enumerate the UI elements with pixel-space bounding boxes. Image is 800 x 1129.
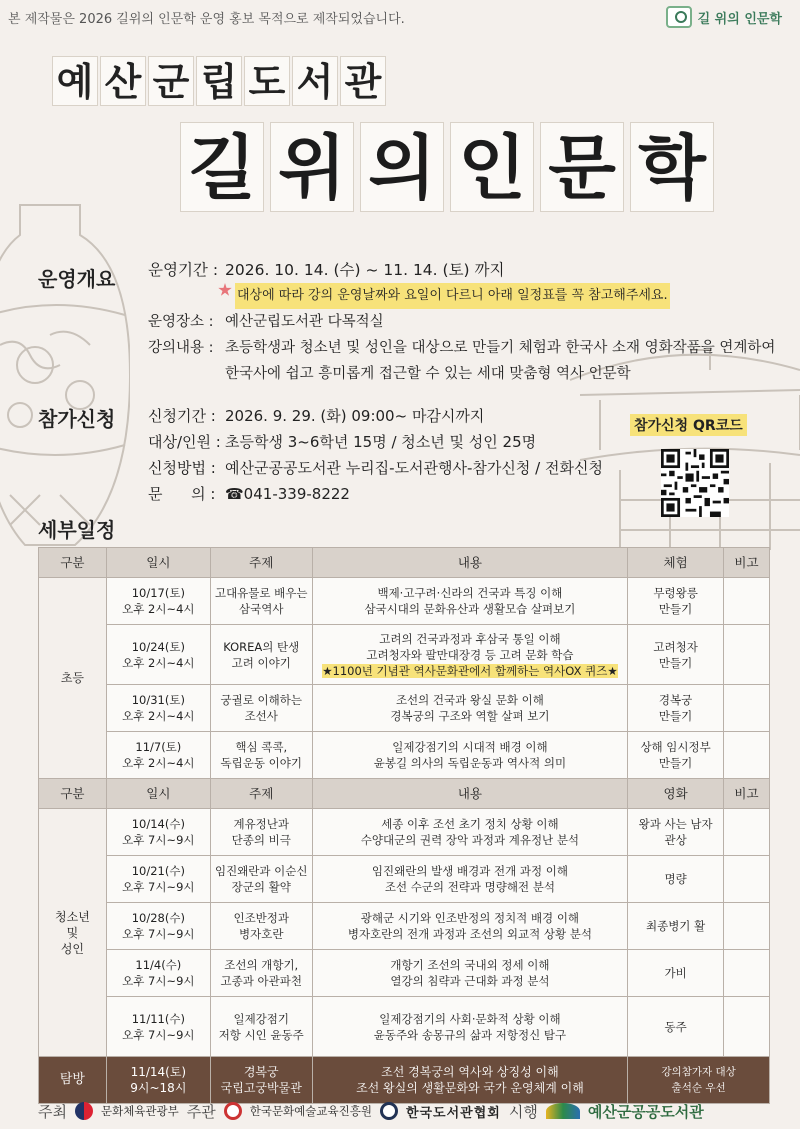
title-char: 의 xyxy=(360,122,444,212)
date-cell: 10/14(수) 오후 7시~9시 xyxy=(106,809,210,856)
topic-cell: 고대유물로 배우는 삼국역사 xyxy=(210,578,312,625)
kla-logo-icon xyxy=(380,1102,398,1120)
notice-text: 본 제작물은 2026 길위의 인문학 운영 홍보 목적으로 제작되었습니다. xyxy=(8,12,405,27)
host-label: 주최 xyxy=(38,1102,67,1121)
schedule-table xyxy=(38,547,770,1104)
activity-cell: 무령왕릉 만들기 xyxy=(628,578,724,625)
table-row xyxy=(39,950,770,997)
content-value: 한국사에 쉽고 흥미롭게 접근할 수 있는 세대 맞춤형 역사 인문학 xyxy=(225,366,631,382)
topic-cell: KOREA의 탄생 고려 이야기 xyxy=(210,625,312,685)
apply-method: 예산군공공도서관 누리집-도서관행사-참가신청 / 전화신청 xyxy=(225,459,603,477)
table-row xyxy=(39,578,770,625)
col-header: 구분 xyxy=(39,548,107,578)
contact-phone[interactable]: ☎041-339-8222 xyxy=(225,485,350,503)
topic-cell: 경복궁 국립고궁박물관 xyxy=(210,1057,312,1104)
content-cell: 조선의 건국과 왕실 문화 이해 경복궁의 구조와 역할 살펴 보기 xyxy=(312,685,627,732)
movie-cell: 왕과 사는 남자 관상 xyxy=(628,809,724,856)
table-header-row xyxy=(39,548,770,578)
col-header: 비고 xyxy=(724,548,770,578)
topic-cell: 임진왜란과 이순신 장군의 활약 xyxy=(210,856,312,903)
apply-heading: 참가신청 xyxy=(38,407,116,431)
label: 대상/인원 : xyxy=(148,433,221,451)
note-cell xyxy=(724,732,770,779)
group-label: 초등 xyxy=(39,578,107,779)
title-char: 길 xyxy=(180,122,264,212)
activity-cell: 경복궁 만들기 xyxy=(628,685,724,732)
date-cell: 10/17(토) 오후 2시~4시 xyxy=(106,578,210,625)
title-char: 산 xyxy=(100,56,146,106)
note-cell xyxy=(724,809,770,856)
title-library xyxy=(52,56,386,106)
date-cell: 10/21(수) 오후 7시~9시 xyxy=(106,856,210,903)
content-cell: 고려의 건국과정과 후삼국 통일 이해 고려청자와 팔만대장경 등 고려 문화 학습 ★1100년 기념관 역사문화관에서 함께하는 역사OX 퀴즈★ xyxy=(312,625,627,685)
label: 강의내용 : xyxy=(148,340,214,356)
topic-cell: 인조반정과 병자호란 xyxy=(210,903,312,950)
topic-cell: 궁궐로 이해하는 조선사 xyxy=(210,685,312,732)
content-cell: 조선 경복궁의 역사와 상징성 이해 조선 왕실의 생활문화와 국가 운영체계 이해 xyxy=(312,1057,627,1104)
note-cell xyxy=(724,685,770,732)
group-label: 탐방 xyxy=(39,1057,107,1104)
date-cell: 11/11(수) 오후 7시~9시 xyxy=(106,997,210,1057)
apply-info xyxy=(148,403,603,507)
col-header: 영화 xyxy=(628,779,724,809)
movie-cell: 명량 xyxy=(628,856,724,903)
col-header: 체험 xyxy=(628,548,724,578)
title-char: 서 xyxy=(292,56,338,106)
execute-org: 예산군공공도서관 xyxy=(587,1102,704,1121)
date-cell: 11/4(수) 오후 7시~9시 xyxy=(106,950,210,997)
content-cell: 개항기 조선의 국내외 정세 이해 열강의 침략과 근대화 과정 분석 xyxy=(312,950,627,997)
col-header: 구분 xyxy=(39,779,107,809)
content-cell: 백제·고구려·신라의 건국과 특징 이해 삼국시대의 문화유산과 생활모습 살펴보기 xyxy=(312,578,627,625)
book-icon xyxy=(666,6,692,28)
label: 신청방법 : xyxy=(148,459,216,477)
note-cell xyxy=(724,578,770,625)
title-char: 관 xyxy=(340,56,386,106)
col-header: 일시 xyxy=(106,548,210,578)
topic-cell: 조선의 개항기, 고종과 아관파천 xyxy=(210,950,312,997)
star-icon xyxy=(218,283,232,297)
period-note: 대상에 따라 강의 운영날짜와 요일이 다르니 아래 일정표를 꼭 참고해주세요. xyxy=(235,283,670,309)
content-cell: 세종 이후 조선 초기 정치 상황 이해 수양대군의 권력 장악 과정과 계유정난 분석 xyxy=(312,809,627,856)
table-row xyxy=(39,732,770,779)
organize-org-2: 한국도서관협회 xyxy=(405,1105,501,1121)
table-row xyxy=(39,809,770,856)
topic-cell: 핵심 콕콕, 독립운동 이야기 xyxy=(210,732,312,779)
date-cell: 10/31(토) 오후 2시~4시 xyxy=(106,685,210,732)
date-cell: 10/28(수) 오후 7시~9시 xyxy=(106,903,210,950)
title-char: 학 xyxy=(630,122,714,212)
period-value: 2026. 10. 14. (수) ~ 11. 14. (토) 까지 xyxy=(225,261,505,279)
date-cell: 10/24(토) 오후 2시~4시 xyxy=(106,625,210,685)
organize-label: 주관 xyxy=(186,1102,216,1121)
vase-illustration xyxy=(0,195,130,555)
place-value: 예산군립도서관 다목적실 xyxy=(225,314,384,330)
content-cell: 임진왜란의 발생 배경과 전개 과정 이해 조선 수군의 전략과 명량해전 분석 xyxy=(312,856,627,903)
brand-name: 길 위의 인문학 xyxy=(697,11,782,27)
col-header: 주제 xyxy=(210,779,312,809)
label: 신청기간 : xyxy=(148,407,216,425)
title-char: 인 xyxy=(450,122,534,212)
brand-logo xyxy=(666,6,782,28)
arte-logo-icon xyxy=(224,1102,242,1120)
schedule-heading: 세부일정 xyxy=(38,518,116,542)
note-cell: 강의참가자 대상 출석순 우선 xyxy=(628,1057,770,1104)
content-cell: 일제강점기의 사회·문화적 상황 이해 윤동주와 송몽규의 삶과 저항정신 탐구 xyxy=(312,997,627,1057)
movie-cell: 가비 xyxy=(628,950,724,997)
col-header: 일시 xyxy=(106,779,210,809)
group-label: 청소년 및 성인 xyxy=(39,809,107,1057)
title-char: 위 xyxy=(270,122,354,212)
highlight-note: ★1100년 기념관 역사문화관에서 함께하는 역사OX 퀴즈★ xyxy=(322,663,618,678)
col-header: 주제 xyxy=(210,548,312,578)
movie-cell: 동주 xyxy=(628,997,724,1057)
apply-period: 2026. 9. 29. (화) 09:00~ 마감시까지 xyxy=(225,407,485,425)
title-char: 립 xyxy=(196,56,242,106)
title-program xyxy=(180,122,714,212)
content-value: 초등학생과 청소년 및 성인을 대상으로 만들기 체험과 한국사 소재 영화작품을 연계하여 xyxy=(225,340,776,356)
date-cell: 11/14(토) 9시~18시 xyxy=(106,1057,210,1104)
title-char: 군 xyxy=(148,56,194,106)
note-cell xyxy=(724,997,770,1057)
table-header-row xyxy=(39,779,770,809)
note-cell xyxy=(724,903,770,950)
table-row xyxy=(39,903,770,950)
table-row xyxy=(39,997,770,1057)
apply-target: 초등학생 3~6학년 15명 / 청소년 및 성인 25명 xyxy=(225,433,537,451)
title-char: 도 xyxy=(244,56,290,106)
content-cell: 일제강점기의 시대적 배경 이해 윤봉길 의사의 독립운동과 역사적 의미 xyxy=(312,732,627,779)
content-cell: 광해군 시기와 인조반정의 정치적 배경 이해 병자호란의 전개 과정과 조선의 외교적 상황 분석 xyxy=(312,903,627,950)
host-org: 문화체육관광부 xyxy=(100,1104,179,1118)
overview-info xyxy=(148,257,775,387)
table-row xyxy=(39,685,770,732)
organize-org-1: 한국문화예술교육진흥원 xyxy=(249,1104,372,1118)
taegeuk-icon xyxy=(75,1102,93,1120)
col-header: 비고 xyxy=(724,779,770,809)
label: 운영기간 : xyxy=(148,261,219,279)
yesan-logo-icon xyxy=(546,1103,580,1119)
execute-label: 시행 xyxy=(508,1102,538,1121)
table-row xyxy=(39,856,770,903)
topic-cell: 일제강점기 저항 시인 윤동주 xyxy=(210,997,312,1057)
topic-cell: 계유정난과 단종의 비극 xyxy=(210,809,312,856)
note-cell xyxy=(724,856,770,903)
qr-code-icon[interactable] xyxy=(661,449,729,517)
overview-heading: 운영개요 xyxy=(38,267,116,291)
qr-label: 참가신청 QR코드 xyxy=(630,414,747,436)
title-char: 예 xyxy=(52,56,98,106)
table-row xyxy=(39,625,770,685)
note-cell xyxy=(724,625,770,685)
footer xyxy=(0,1093,800,1129)
note-cell xyxy=(724,950,770,997)
col-header: 내용 xyxy=(312,779,627,809)
activity-cell: 상해 임시정부 만들기 xyxy=(628,732,724,779)
movie-cell: 최종병기 활 xyxy=(628,903,724,950)
label: 운영장소 : xyxy=(148,314,214,330)
col-header: 내용 xyxy=(312,548,627,578)
date-cell: 11/7(토) 오후 2시~4시 xyxy=(106,732,210,779)
activity-cell: 고려청자 만들기 xyxy=(628,625,724,685)
title-char: 문 xyxy=(540,122,624,212)
label: 문 의 : xyxy=(148,485,216,503)
